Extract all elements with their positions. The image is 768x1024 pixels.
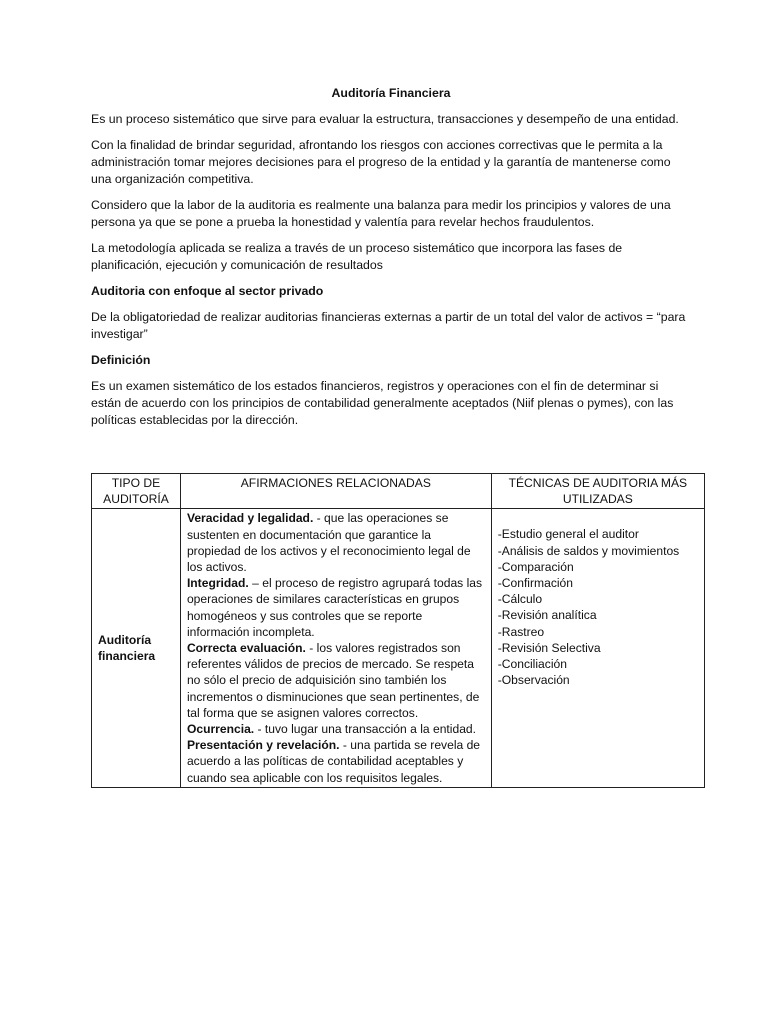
header-tipo-auditoria: TIPO DE AUDITORÍA <box>92 474 181 509</box>
afirmacion-item <box>187 575 485 640</box>
afirmacion-text: - los valores registrados son referentes válidos de precios de mercado. Se respeta no sólo el precio de adquisición sino también los incrementos o disminuciones que sean pertinentes, de tal forma que se asignen valores correctos. <box>186 641 480 720</box>
afirmacion-item <box>187 737 485 786</box>
afirmacion-item <box>187 640 485 721</box>
afirmacion-title: Presentación y revelación. <box>186 738 340 753</box>
tecnica-item: -Revisión analítica <box>497 608 597 623</box>
afirmacion-title: Correcta evaluación. <box>186 641 306 656</box>
audit-table <box>91 473 705 788</box>
document-title: Auditoría Financiera <box>331 86 451 100</box>
tecnica-item: -Cálculo <box>497 592 543 607</box>
paragraph-private-sector: De la obligatoriedad de realizar auditorias financieras externas a partir de un total del valor de activos = “para investigar” <box>91 310 686 341</box>
afirmacion-title: Ocurrencia. <box>186 722 255 737</box>
tecnica-item: -Conciliación <box>497 657 567 672</box>
afirmacion-item <box>187 721 485 737</box>
afirmacion-title: Veracidad y legalidad. <box>186 511 314 526</box>
paragraph-opinion: Considero que la labor de la auditoria es realmente una balanza para medir los principios y valores de una persona ya que se pone a prueba la honestidad y valentía para revelar hechos fraudulentos. <box>91 198 671 229</box>
afirmacion-text: - una partida se revela de acuerdo a las políticas de contabilidad aceptables y cuando sea aplicable con los requisitos legales. <box>186 738 481 785</box>
header-afirmaciones: AFIRMACIONES RELACIONADAS <box>180 474 491 509</box>
tecnica-item: -Observación <box>497 673 570 688</box>
tecnica-item: -Estudio general el auditor <box>497 527 639 542</box>
tecnica-item: -Confirmación <box>497 576 574 591</box>
afirmacion-title: Integridad. <box>186 576 249 591</box>
cell-tecnicas <box>491 509 704 787</box>
cell-afirmaciones <box>180 509 491 787</box>
document-body <box>91 85 691 438</box>
paragraph-methodology: La metodología aplicada se realiza a través de un proceso sistemático que incorpora las fases de planificación, ejecución y comunicación de resultados <box>91 241 623 272</box>
paragraph-definition-intro: Es un proceso sistemático que sirve para evaluar la estructura, transacciones y desempeño de una entidad. <box>91 112 679 126</box>
tecnica-item: -Rastreo <box>497 624 545 639</box>
table-header-row <box>92 474 705 509</box>
afirmacion-item <box>187 510 485 575</box>
afirmacion-text: - que las operaciones se sustenten en documentación que garantice la propiedad de los activos y el reconocimiento legal de los activos. <box>186 511 471 575</box>
section-heading-definition: Definición <box>91 353 151 367</box>
tecnica-item: -Revisión Selectiva <box>497 640 601 655</box>
paragraph-purpose: Con la finalidad de brindar seguridad, afrontando los riesgos con acciones correctivas que le permita a la administración tomar mejores decisiones para el progreso de la entidad y la garantía de mantenerse como una organización competitiva. <box>91 138 671 186</box>
afirmacion-text: – el proceso de registro agrupará todas las operaciones de similares características en grupos homogéneos y sus controles que se reporte información incompleta. <box>186 576 483 639</box>
tecnica-item: -Comparación <box>497 559 574 574</box>
section-heading-private-sector: Auditoria con enfoque al sector privado <box>91 284 324 298</box>
tecnica-item: -Análisis de saldos y movimientos <box>497 543 680 558</box>
header-tecnicas: TÉCNICAS DE AUDITORIA MÁS UTILIZADAS <box>491 474 704 509</box>
cell-tipo-auditoria: Auditoría financiera <box>92 509 181 787</box>
afirmacion-text: - tuvo lugar una transacción a la entidad. <box>254 722 477 737</box>
table-row <box>92 509 705 787</box>
paragraph-definition: Es un examen sistemático de los estados financieros, registros y operaciones con el fin de determinar si están de acuerdo con los principios de contabilidad generalmente aceptados (Niif plenas o pymes), con las políticas establecidas por la dirección. <box>91 379 674 427</box>
